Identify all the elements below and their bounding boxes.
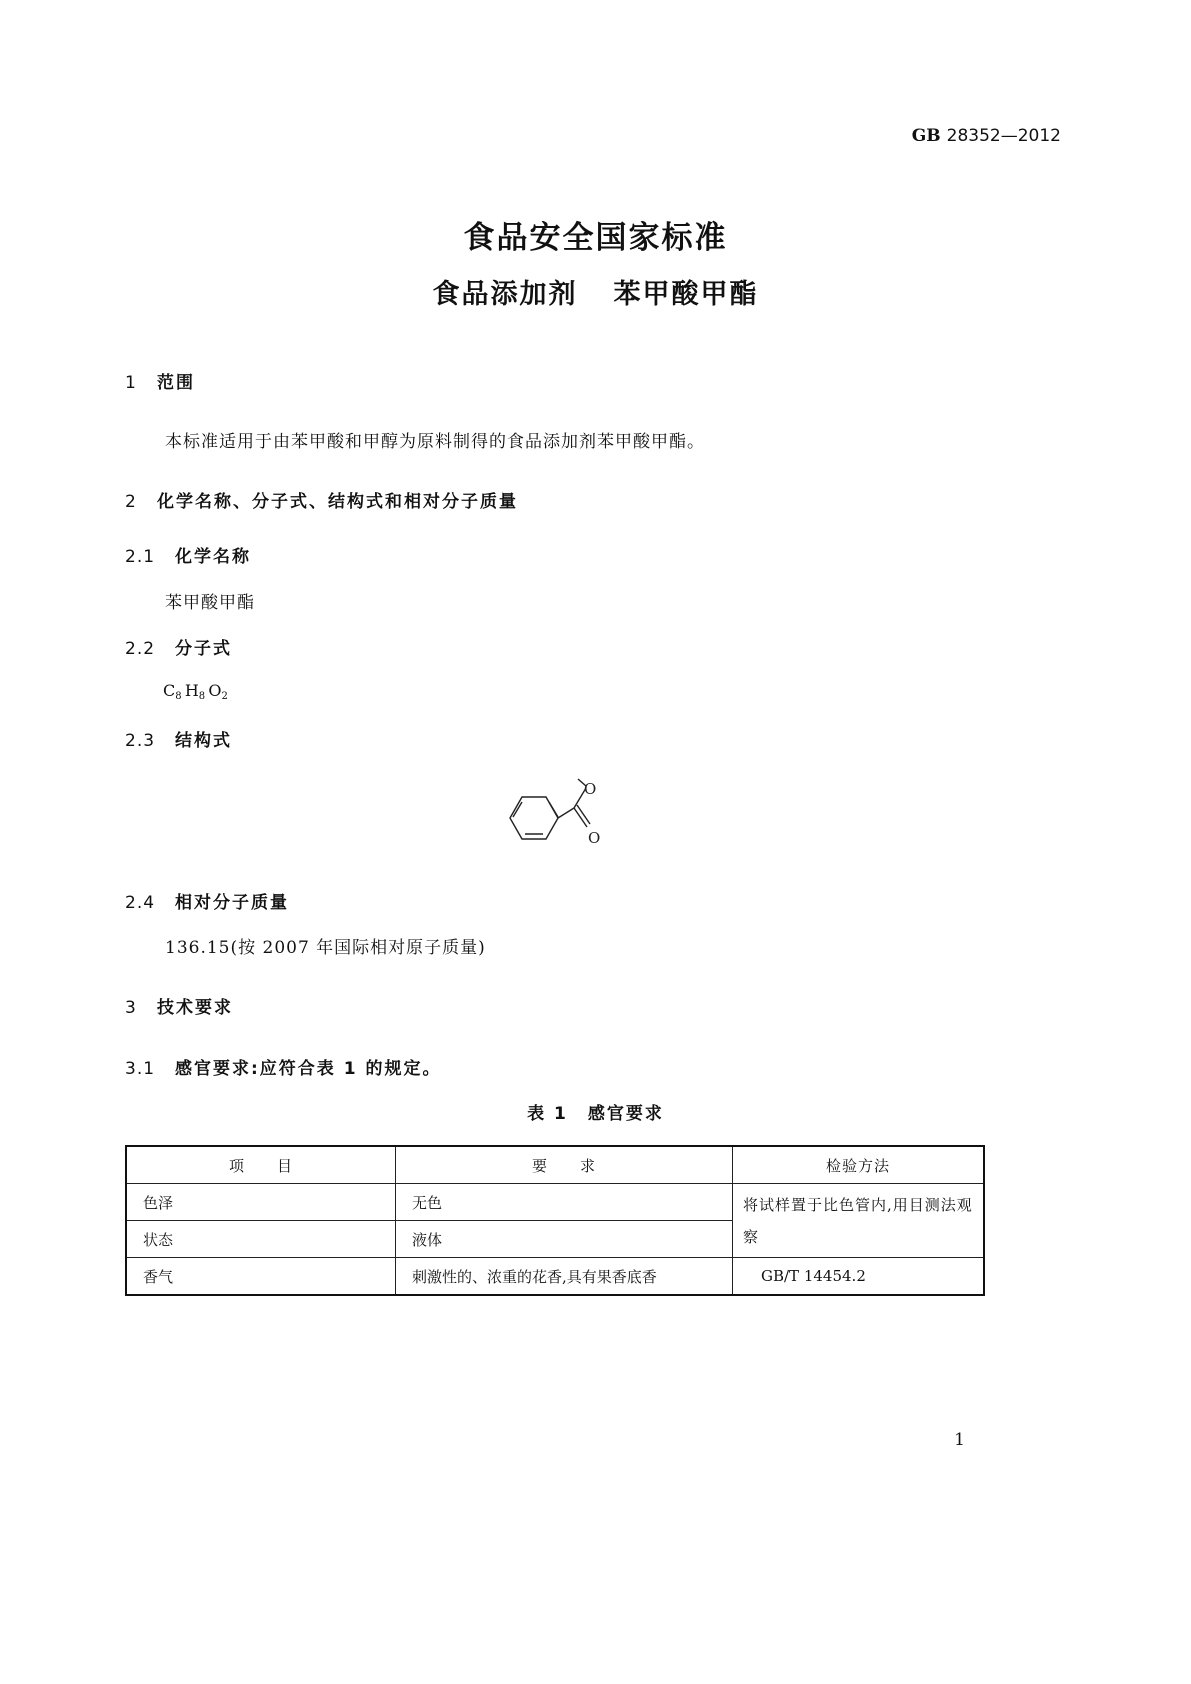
standard-number <box>912 126 1061 146</box>
benzene-ring <box>510 797 558 839</box>
table-caption <box>0 1099 1191 1124</box>
cell-method-merged: 将试样置于比色管内,用目测法观察 <box>733 1184 985 1258</box>
molecular-formula: $C_8$ $H_8$ $O_2$ <box>163 681 228 702</box>
structural-formula <box>500 775 610 850</box>
section-1-body: 本标准适用于由苯甲酸和甲醇为原料制得的食品添加剂苯甲酸甲酯。 <box>165 432 705 452</box>
sensory-requirements-table <box>125 1145 985 1296</box>
section-2-1-heading: 2.1 化学名称 <box>125 547 251 567</box>
table-title: 感官要求 <box>587 1104 664 1124</box>
ring-double-bond <box>549 802 558 817</box>
cell-requirement: 无色 <box>396 1184 733 1221</box>
cell-requirement: 刺激性的、浓重的花香,具有果香底香 <box>396 1258 733 1296</box>
table-row <box>126 1258 984 1296</box>
document-title: 食品安全国家标准 <box>463 220 728 256</box>
section-3-1-heading: 3.1 感官要求:应符合表 1 的规定。 <box>125 1059 442 1079</box>
chemical-name: 苯甲酸甲酯 <box>165 593 255 613</box>
section-2-heading: 2 化学名称、分子式、结构式和相对分子质量 <box>125 492 518 512</box>
subtitle-substance: 苯甲酸甲酯 <box>613 279 759 310</box>
standard-prefix: GB <box>911 126 941 146</box>
standard-code: 28352—2012 <box>946 126 1061 146</box>
header-item: 项 目 <box>126 1146 396 1184</box>
section-2-2-heading: 2.2 分子式 <box>125 639 232 659</box>
table-row <box>126 1184 984 1221</box>
subtitle-category: 食品添加剂 <box>432 279 578 310</box>
header-requirement: 要 求 <box>396 1146 733 1184</box>
cell-requirement: 液体 <box>396 1221 733 1258</box>
cell-item: 香气 <box>126 1258 396 1296</box>
molecular-weight: 136.15(按 2007 年国际相对原子质量) <box>165 938 486 958</box>
ester-oxygen-label: O <box>584 780 597 798</box>
page-number: 1 <box>954 1430 965 1450</box>
table-header-row <box>126 1146 984 1184</box>
header-method: 检验方法 <box>733 1146 985 1184</box>
cell-item: 色泽 <box>126 1184 396 1221</box>
cell-item: 状态 <box>126 1221 396 1258</box>
table-number: 表 1 <box>527 1104 568 1124</box>
section-2-4-heading: 2.4 相对分子质量 <box>125 893 289 913</box>
ring-carbon-bond <box>558 808 574 818</box>
section-1-heading: 1 范围 <box>125 373 195 393</box>
cell-method: GB/T 14454.2 <box>733 1258 985 1296</box>
section-3-heading: 3 技术要求 <box>125 998 233 1018</box>
section-2-3-heading: 2.3 结构式 <box>125 731 232 751</box>
carbonyl-oxygen-label: O <box>588 829 601 847</box>
document-subtitle <box>0 272 1191 311</box>
